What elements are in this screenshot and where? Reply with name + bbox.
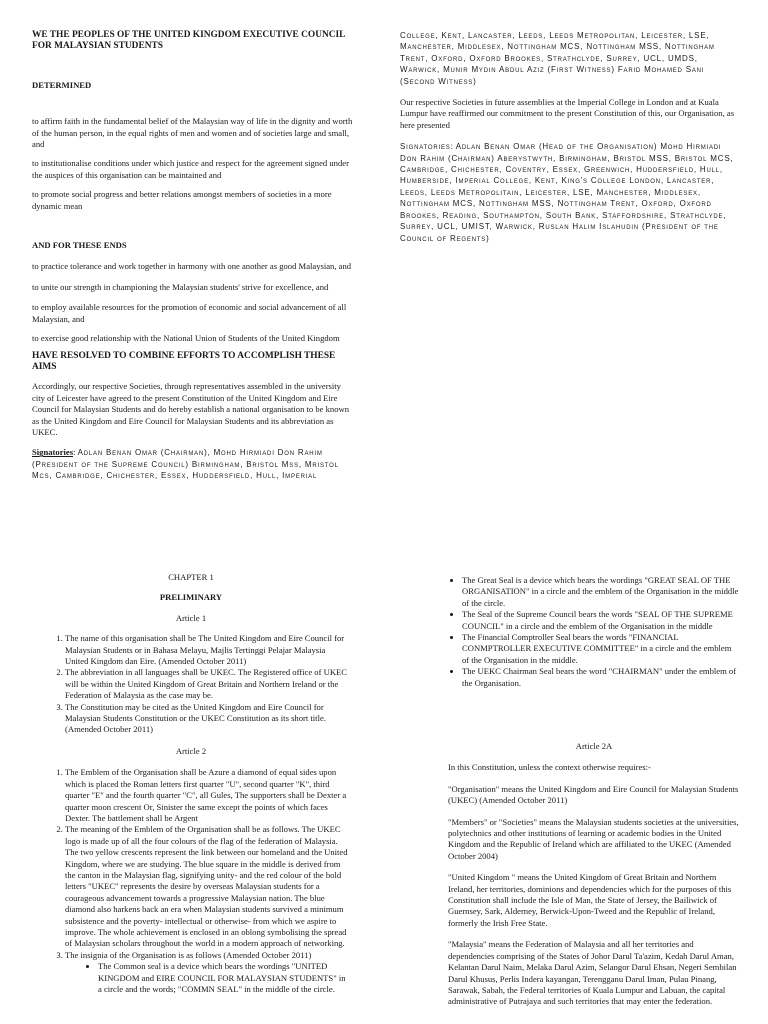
resolved-paragraph: Accordingly, our respective Societies, through representatives assembled in the university city of Leicester have agreed to the present Constitution of the United Kingdom and Eire Council for Malaysian Students and do hereby establish a national organisation to be known as the United Kingdom and Eire Council for Malaysian Students and its abbreviation as UKEC. — [32, 381, 350, 437]
preamble-continued-column — [400, 30, 738, 244]
article-1-title: Article 1 — [175, 612, 207, 623]
signatories-continued: College, Kent, Lancaster, Leeds, Leeds Metropolitan, Leicester, LSE, Manchester, Middlesex, Nottingham MCS, Nottingham MSS, Nottingham Trent, Oxford, Oxford Brookes, Strathclyde, Surrey, UCL, UMDS, Warwick, Munir Mydin Abdul Aziz (First Witness) Farid Mohamed Sani (Second Witness) — [400, 31, 715, 86]
signatories-label: Signatories — [32, 447, 74, 458]
ends-item: to exercise good relationship with the National Union of Students of the United Kingdom — [32, 333, 340, 344]
definition: "Members" or "Societies" means the Malaysian students societies at the universities, polytechnics and other institutions of learning or academic bodies in the United Kingdom and the Republic of Ireland which are affiliated to the UKEC (Amended October 2004) — [448, 816, 739, 861]
definition: "Organisation" means the United Kingdom and Eire Council for Malaysian Students (UKEC) (Amended October 2011) — [448, 783, 739, 806]
chapter-title: PRELIMINARY — [159, 592, 223, 603]
seals-column — [448, 575, 740, 689]
resolved-heading: HAVE RESOLVED TO COMBINE EFFORTS TO ACCOMPLISH THESE AIMS — [32, 350, 336, 372]
article-1-item: 2. The abbreviation in all languages shall be UKEC. The Registered office of UKEC will be within the United Kingdom of Great Britain and Northern Ireland or the Federation of Malaysia as the case may be. — [65, 667, 350, 701]
determined-heading: DETERMINED — [32, 79, 92, 90]
seal-item: • The Financial Comptroller Seal bears the words "FINANCIAL CONMPTROLLER EXECUTIVE COMMITTEE" in a circle and the emblem of the Organisation in the middle. — [462, 632, 740, 666]
article-1-list — [32, 633, 350, 736]
ends-item: to employ available resources for the promotion of economic and social advancement of all Malaysian, and — [32, 302, 347, 324]
insignia-list — [65, 961, 350, 995]
seal-item: • The UEKC Chairman Seal bears the word "CHAIRMAN" under the emblem of the Organisation. — [462, 666, 740, 689]
reaffirm-paragraph: Our respective Societies in future assemblies at the Imperial College in London and at Kuala Lumpur have reaffirmed our commitment to the present Constitution of this, our Organisation, as here presented — [400, 97, 735, 130]
article-2-item: 1. The Emblem of the Organisation shall be Azure a diamond of equal sides upon which is placed the Roman letters first quarter "U", second quarter "K", third quarter "E" and the fourth quarter "C", all Gules, The supporters shall be Dexter a quarter moon crescent Or, Sinister the same except the points of which faces Dexter. The battlement shall be Argent — [65, 767, 350, 824]
article-2-title: Article 2 — [175, 745, 207, 756]
page-bottom — [0, 512, 768, 1024]
definition: "United Kingdom " means the United Kingdom of Great Britain and Northern Ireland, her territories, dominions and dependencies which for the purposes of this Constitution shall include the Isle of Man, the State of Jersey, the Bailiwick of Guernsey, Sark, Alderney, Berwick-Upon-Tweed and the Republic of Ireland, formerly the Irish Free State. — [448, 872, 732, 928]
determined-item: to promote social progress and better relations amongst members of societies in a more dynamic mean — [32, 189, 332, 211]
signatories-list: Adlan Benan Omar (Chairman), Mohd Hirmiadi Don Rahim (President of the Supreme Council) Birmingham, Bristol Mss, Mristol Mcs, Cambridge, Chichester, Essex, Huddersfield, Hull, Imperial — [32, 448, 339, 481]
ends-item: to practice tolerance and work together in harmony with one another as good Malaysian, and — [32, 261, 352, 272]
article-1-item: 3. The Constitution may be cited as the United Kingdom and Eire Council for Malaysian Students Constitution or the UKEC Constitution as its short title. (Amended October 2011) — [65, 702, 350, 736]
signatories-label-2: Signatories: — [400, 142, 454, 152]
ends-item: to unite our strength in championing the Malaysian students' strive for excellence, and — [32, 281, 329, 292]
determined-item: to affirm faith in the fundamental belief of the Malaysian way of life in the dignity and worth of the human person, in the equal rights of men and women and of societies large and small, and — [32, 116, 353, 150]
chapter-number: CHAPTER 1 — [168, 572, 214, 582]
signatories-paragraph: Signatories: Adlan Benan Omar (Chairman), Mohd Hirmiadi Don Rahim (President of the Supreme Council) Birmingham, Bristol Mss, Mristol Mcs, Cambridge, Chichester, Essex, Huddersfield, Hull, Imperial — [32, 447, 339, 481]
article-2-item: 2. The meaning of the Emblem of the Organisation shall be as follows. The UKEC logo is made up of all the four colours of the flag of the federation of Malaysia. The two yellow crescents represent the link between our homeland and the United Kingdom, where we are studying. The blue square in the middle is derived from the canton in the Malaysian flag, signifying unity- and the red colour of the bold letters "UKEC" represents the desire by overseas Malaysian students for a courageous advancement towards a progressive Malaysian nation. The blue diamond also harkens back an era when Malaysian students survived a minimum subsistence and the poverty- intellectual or otherwise- from which we aspire to improve. The whole achievement is enclosed in an oblong symbolising the spread of Malaysian scholars throughout the world in a modern approach of networking. — [65, 824, 350, 949]
signatories-paragraph-2 — [400, 141, 738, 244]
article-2a-title: Article 2A — [575, 741, 613, 751]
article-1-item: 1. The name of this organisation shall be The United Kingdom and Eire Council for Malaysian Students or in Bahasa Melayu, Majlis Tertinggi Pelajar Malaysia United Kingdom dan Eire. (Amended October 2011) — [65, 633, 350, 667]
seal-item: • The Great Seal is a device which bears the wordings "GREAT SEAL OF THE ORGANISATION" in a circle and the emblem of the Organisation in the middle of the circle. — [462, 575, 740, 609]
preamble-heading: WE THE PEOPLES OF THE UNITED KINGDOM EXECUTIVE COUNCIL FOR MALAYSIAN STUDENTS — [32, 30, 345, 52]
preamble-column — [32, 30, 354, 482]
article-2-list — [32, 767, 350, 995]
signatories-list-2: Adlan Benan Omar (Head of the Organisation) Mohd Hirmiadi Don Rahim (Chairman) Aberystwyth, Birmingham, Bristol MSS, Bristol MCS, Cambridge, Chichester, Coventry, Essex, Greenwich, Huddersfield, Hull, Humberside, Imperial College, Kent, King's College London, Lancaster, Leeds, Leeds Metropolitain, Leicester, LSE, Manchester, Middlesex, Nottingham MCS, Nottingham MSS, Nottingham Trent, Oxford, Oxford Brookes, Reading, Southampton, South Bank, Staffordshire, Strathclyde, Surrey, UCL, UMIST, Warwick, Ruslan Halim Islahudin (President of the Council of Regents) — [400, 142, 734, 243]
article-2a-column — [448, 741, 740, 1008]
definitions-intro: In this Constitution, unless the context otherwise requires:- — [448, 762, 651, 773]
seal-item: • The Seal of the Supreme Council bears the words "SEAL OF THE SUPREME COUNCIL" in a circle and the emblem of the Organisation in the middle — [462, 609, 740, 632]
ends-heading: AND FOR THESE ENDS — [32, 240, 127, 251]
insignia-item: • The Common seal is a device which bears the wordings "UNITED KINGDOM and EIRE COUNCIL FOR MALAYSIAN STUDENTS" in a circle and the words; "COMMN SEAL" in the middle of the circle. — [98, 961, 350, 995]
chapter-column — [32, 572, 350, 995]
article-2-item — [65, 950, 350, 996]
seal-list — [448, 575, 740, 689]
insignia-intro: The insignia of the Organisation is as follows (Amended October 2011) — [65, 949, 312, 960]
determined-item: to institutionalise conditions under which justice and respect for the agreement signed under the auspices of this organisation can be maintained and — [32, 158, 349, 180]
definition: "Malaysia" means the Federation of Malaysia and all her territories and dependencies comprising of the States of Johor Darul Ta'azim, Kedah Darul Aman, Kelantan Darul Naim, Melaka Darul Azim, Selangor Darul Ehsan, Negeri Sembilan Darul Khusus, Perlis Indera kayangan, Terengganu Darul Iman, Pulau Pinang, Sarawak, Sabah, the Federal territories of Kuala Lumpur and Labuan, the capital administrative of Putrajaya and such territories that may enter the federation. — [448, 939, 737, 1007]
